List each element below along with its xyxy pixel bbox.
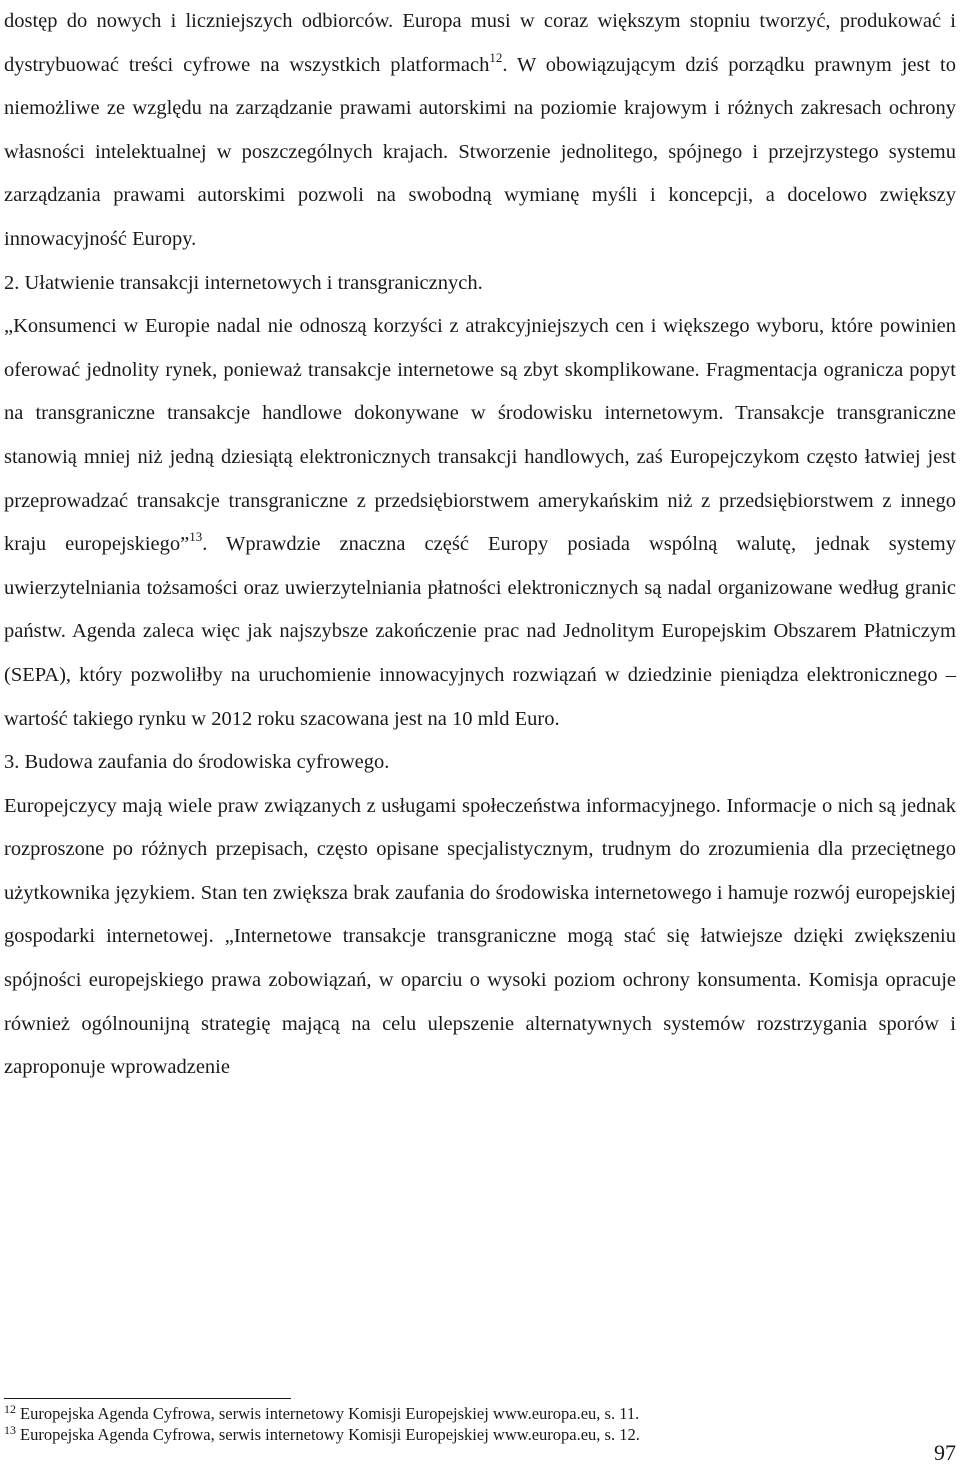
paragraph-trust: Europejczycy mają wiele praw związanych z usługami społeczeństwa informacyjnego. Informacje o nich są jednak rozproszone po różnych przepisach, często opisane specjalistycznym, trudnym do zrozumienia dla przeciętnego użytkownika językiem. Stan ten zwiększa brak zaufania do środowiska internetowego i hamuje rozwój europejskiej gospodarki internetowej. „Internetowe transakcje transgraniczne mogą stać się łatwiejsze dzięki zwiększeniu spójności europejskiego prawa zobowiązań, w oparciu o wysoki poziom ochrony konsumenta. Komisja opracuje również ogólnounijną strategię mającą na celu ulepszenie alternatywnych systemów rozstrzygania sporów i zaproponuje wprowadzenie [4, 794, 956, 1079]
paragraph-transactions [4, 305, 956, 741]
footnotes [4, 1403, 956, 1445]
paragraph-text: . Wprawdzie znaczna część Europy posiada wspólną walutę, jednak systemy uwierzytelniania tożsamości oraz uwierzytelniania płatności elektronicznych są nadal organizowane według granic państw. Agenda zaleca więc jak najszybsze zakończenie prac nad Jednolitym Europejskim Obszarem Płatniczym (SEPA), który pozwoliłby na uruchomienie innowacyjnych rozwiązań w dziedzinie pieniądza elektronicznego – wartość takiego rynku w 2012 roku szacowana jest na 10 mld Euro. [4, 533, 957, 730]
footnote-reference[interactable]: 12 [489, 49, 503, 65]
page-number: 97 [934, 1440, 956, 1465]
footnote-separator [4, 1398, 291, 1399]
footnote-number: 13 [4, 1423, 16, 1437]
paragraph-text: dostęp do nowych i liczniejszych odbiorców. Europa musi w coraz większym stopniu tworzyć, produkować i dystrybuować treści cyfrowe na wszystkich platformach [4, 10, 956, 76]
footnote [4, 1403, 956, 1424]
section-heading: 2. Ułatwienie transakcji internetowych i transgranicznych. [4, 271, 483, 294]
footnote-text: Europejska Agenda Cyfrowa, serwis internetowy Komisji Europejskiej www.europa.eu, s. 11. [20, 1404, 640, 1423]
section-heading: 3. Budowa zaufania do środowiska cyfrowego. [4, 751, 390, 774]
footnote-number: 12 [4, 1402, 16, 1416]
body-text [4, 0, 956, 1090]
paragraph-text: . W obowiązującym dziś porządku prawnym jest to niemożliwe ze względu na zarządzanie prawami autorskimi na poziomie krajowym i różnych zakresach ochrony własności intelektualnej w poszczególnych krajach. Stworzenie jednolitego, spójnego i przejrzystego systemu zarządzania prawami autorskimi pozwoli na swobodną wymianę myśli i koncepcji, a docelowo zwiększy innowacyjność Europy. [4, 53, 956, 250]
footnote [4, 1424, 956, 1445]
paragraph-copyright [4, 0, 956, 262]
footnote-text: Europejska Agenda Cyfrowa, serwis internetowy Komisji Europejskiej www.europa.eu, s. 12. [20, 1425, 640, 1444]
paragraph-text: „Konsumenci w Europie nadal nie odnoszą korzyści z atrakcyjniejszych cen i większego wyboru, które powinien oferować jednolity rynek, ponieważ transakcje internetowe są zbyt skomplikowane. Fragmentacja ogranicza popyt na transgraniczne transakcje handlowe dokonywane w środowisku internetowym. Transakcje transgraniczne stanowią mniej niż jedną dziesiątą elektronicznych transakcji handlowych, zaś Europejczykom często łatwiej jest przeprowadzać transakcje transgraniczne z przedsiębiorstwem amerykańskim niż z przedsiębiorstwem z innego kraju europejskiego” [4, 315, 956, 556]
footnote-reference[interactable]: 13 [189, 529, 203, 545]
